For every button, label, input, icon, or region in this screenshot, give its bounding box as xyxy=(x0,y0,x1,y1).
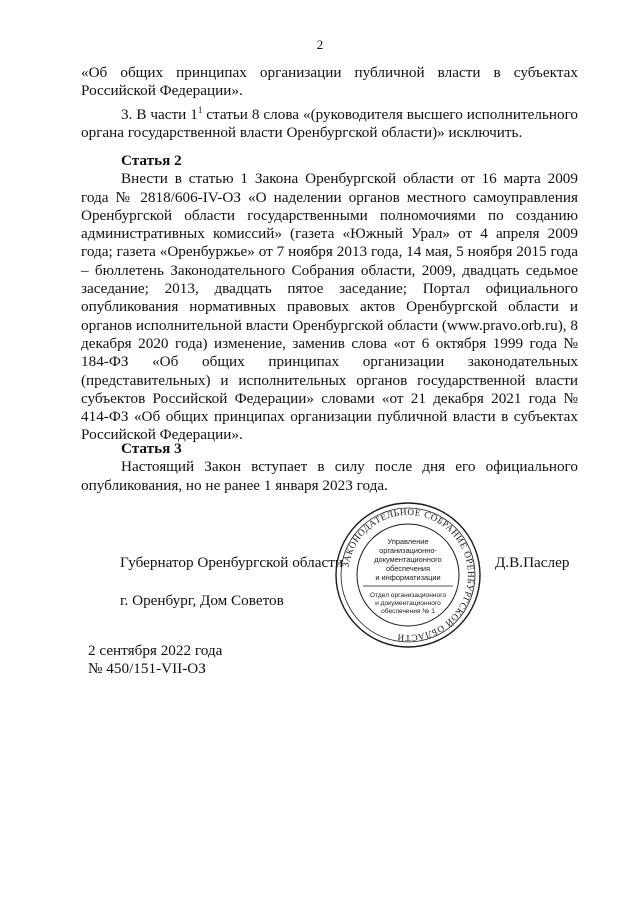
article-2 xyxy=(81,152,578,445)
item3-superscript: 1 xyxy=(197,104,203,115)
top-block xyxy=(81,64,578,142)
article-3 xyxy=(81,440,578,495)
governor-title: Губернатор Оренбургской области xyxy=(120,554,343,571)
article-3-heading: Статья 3 xyxy=(121,440,182,457)
stamp-inner-line-2: организационно- xyxy=(379,546,437,555)
item3-rest-text: статьи 8 слова «(руководителя высшего исполнительного органа государственной власти Оренбургской области)» исключить. xyxy=(81,105,579,141)
article-3-text: Настоящий Закон вступает в силу после дня его официального опубликования, но не ранее 1 января 2023 года. xyxy=(81,458,578,494)
stamp-inner-line-4: обеспечения xyxy=(385,564,431,573)
paragraph-item3 xyxy=(81,101,578,143)
stamp-inner-line-6: Отдел организационного xyxy=(369,592,447,599)
paragraph-continuation: «Об общих принципах организации публичной власти в субъектах Российской Федерации». xyxy=(81,64,578,100)
article-2-text: Внести в статью 1 Закона Оренбургской области от 16 марта 2009 года № 2818/606-IV-ОЗ «О наделении органов местного самоуправления Оренбургской области государственными полномочиями по созданию административных комиссий» (газета «Южный Урал» от 4 апреля 2009 года; газета «Оренбуржье» от 7 ноября 2013 года, 14 мая, 5 ноября 2015 года – бюллетень Законодательного Собрания области, 2009, двадцать седьмое заседание; 2013, двадцать пятое заседание; Портал официального опубликования нормативных правовых актов Оренбургской области и органов исполнительной власти Оренбургской области (www.pravo.orb.ru), 8 декабря 2020 года) изменение, заменив слова «от 6 октября 1999 года № 184-ФЗ «Об общих принципах организации законодательных (представительных) и исполнительных органов государственной власти субъектов Российской Федерации» словами «от 21 декабря 2021 года № 414-ФЗ «Об общих принципах организации публичной власти в субъектах Российской Федерации». xyxy=(81,170,578,444)
stamp-inner-line-1: Управление xyxy=(387,537,429,546)
stamp-graphic xyxy=(333,500,483,650)
document-date: 2 сентября 2022 года xyxy=(88,642,223,659)
article-2-heading: Статья 2 xyxy=(121,152,182,169)
governor-name: Д.В.Паслер xyxy=(495,554,570,571)
stamp-inner-line-8: обеспечения № 1 xyxy=(381,608,435,615)
stamp-outer-ring-text: ЗАКОНОДАТЕЛЬНОЕ СОБРАНИЕ ОРЕНБУРГСКОЙ ОБЛАСТИ xyxy=(340,506,477,644)
item3-text: 3. В части 1 xyxy=(121,105,198,123)
stamp-inner-line-3: документационного xyxy=(374,555,442,564)
stamp-inner-line-5: и информатизации xyxy=(375,573,441,582)
page-number: 2 xyxy=(316,37,324,52)
official-stamp xyxy=(333,500,483,650)
stamp-inner-line-7: и документационного xyxy=(375,600,441,607)
document-number: № 450/151-VII-ОЗ xyxy=(88,660,206,677)
place: г. Оренбург, Дом Советов xyxy=(120,592,284,609)
